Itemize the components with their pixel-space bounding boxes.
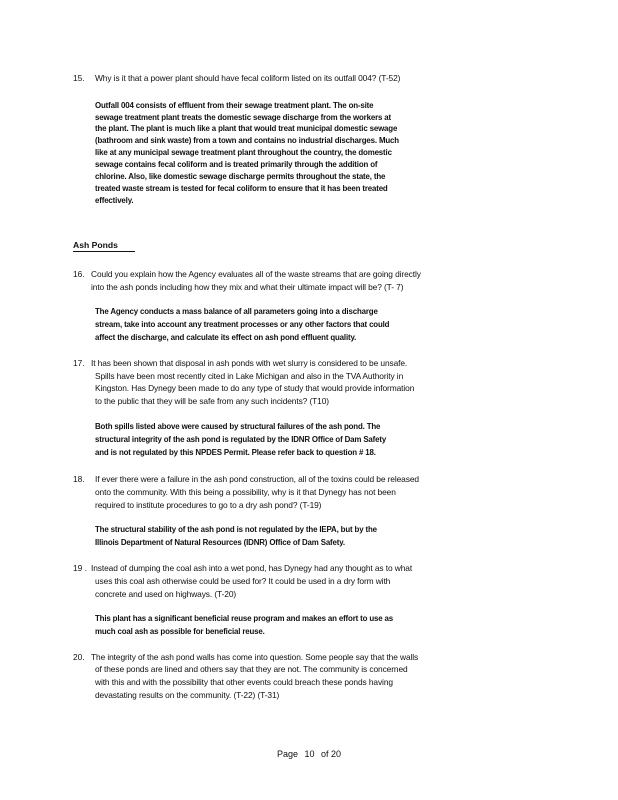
answer-text: Both spills listed above were caused by structural failures of the ash pond. The bbox=[95, 422, 381, 431]
question-text: Could you explain how the Agency evaluates all of the waste streams that are going directly bbox=[91, 269, 421, 279]
answer-text: The Agency conducts a mass balance of all parameters going into a discharge bbox=[95, 307, 378, 316]
answer-text: Illinois Department of Natural Resources (IDNR) Office of Dam Safety. bbox=[95, 538, 345, 547]
question-number: 20. bbox=[73, 652, 85, 662]
question-number: 17. bbox=[73, 358, 85, 368]
question-text: devastating results on the community. (T-22) (T-31) bbox=[95, 690, 280, 700]
answer-text: The structural stability of the ash pond is not regulated by the IEPA, but by the bbox=[95, 525, 377, 534]
page-footer bbox=[0, 749, 618, 759]
question-text: Kingston. Has Dynegy been made to do any type of study that would provide information bbox=[95, 383, 415, 393]
answer-text: (bathroom and sink waste) from a town and contains no industrial discharges. Much bbox=[95, 136, 399, 145]
question-text: with this and with the possibility that other events could breach these ponds having bbox=[95, 677, 393, 687]
answer-text: effectively. bbox=[95, 196, 134, 205]
question-text: to the public that they will be safe from any such incidents? (T10) bbox=[95, 396, 329, 406]
answer-text: sewage contains fecal coliform and is treated primarily through the addition of bbox=[95, 160, 378, 169]
question-text: uses this coal ash otherwise could be used for? It could be used in a dry form with bbox=[95, 576, 391, 586]
answer-text: and is not regulated by this NPDES Permit. Please refer back to question # 18. bbox=[95, 448, 376, 457]
question-text: of these ponds are lined and others say that they are not. The community is concerned bbox=[95, 664, 408, 674]
answer-text: treated waste stream is tested for fecal coliform to ensure that it has been treated bbox=[95, 184, 388, 193]
question-text: required to institute procedures to go to a dry ash pond? (T-19) bbox=[95, 500, 322, 510]
question-text: into the ash ponds including how they mix and what their ultimate impact will be? (T- 7) bbox=[91, 282, 404, 292]
question-number: 19 . bbox=[73, 563, 87, 573]
question-text: It has been shown that disposal in ash ponds with wet slurry is considered to be unsafe. bbox=[91, 358, 408, 368]
answer-text: This plant has a significant beneficial reuse program and makes an effort to use as bbox=[95, 614, 394, 623]
answer-text: like at any municipal sewage treatment plant throughout the country, the domestic bbox=[95, 148, 392, 157]
page-total: of 20 bbox=[321, 749, 342, 759]
answer-text: sewage treatment plant treats the domestic sewage discharge from the workers at bbox=[95, 113, 391, 122]
question-text: concrete and used on highways. (T-20) bbox=[95, 589, 237, 599]
answer-text: chlorine. Also, like domestic sewage discharge permits throughout the state, the bbox=[95, 172, 386, 181]
answer-text: structural integrity of the ash pond is regulated by the IDNR Office of Dam Safety bbox=[95, 435, 387, 444]
page-label: Page bbox=[276, 749, 298, 759]
answer-text: the plant. The plant is much like a plant that would treat municipal domestic sewage bbox=[95, 124, 398, 133]
answer-text: Outfall 004 consists of effluent from their sewage treatment plant. The on-site bbox=[95, 101, 374, 110]
answer-text: much coal ash as possible for beneficial reuse. bbox=[95, 627, 265, 636]
answer-text: affect the discharge, and calculate its effect on ash pond effluent quality. bbox=[95, 333, 357, 342]
question-number: 18. bbox=[73, 474, 85, 484]
question-text: The integrity of the ash pond walls has come into question. Some people say that the walls bbox=[91, 652, 419, 662]
question-number: 15. bbox=[73, 73, 85, 83]
question-text: Instead of dumping the coal ash into a wet pond, has Dynegy had any thought as to what bbox=[91, 563, 413, 573]
answer-text: stream, take into account any treatment processes or any other factors that could bbox=[95, 320, 390, 329]
page-number: 10 bbox=[304, 749, 315, 759]
question-text: Spills have been most recently cited in Lake Michigan and also in the TVA Authority in bbox=[95, 371, 404, 381]
section-heading: Ash Ponds bbox=[73, 240, 135, 252]
question-text: Why is it that a power plant should have fecal coliform listed on its outfall 004? (T-52) bbox=[95, 73, 401, 83]
question-text: onto the community. With this being a possibility, why is it that Dynegy has not been bbox=[95, 487, 396, 497]
question-text: If ever there were a failure in the ash pond construction, all of the toxins could be released bbox=[95, 474, 419, 484]
question-number: 16. bbox=[73, 269, 85, 279]
